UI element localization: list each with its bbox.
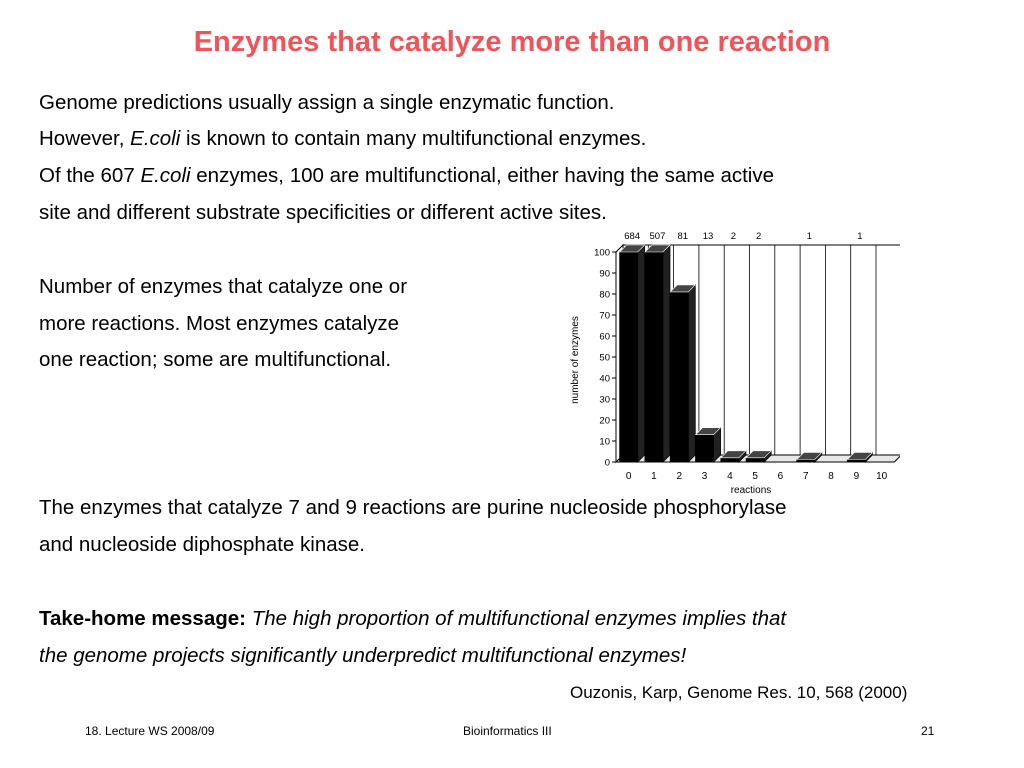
- x-tick-label: 0: [625, 471, 632, 482]
- y-tick-label: 50: [599, 352, 610, 364]
- footer-lecture: 18. Lecture WS 2008/09: [85, 724, 215, 738]
- intro-text: Of the 607: [39, 164, 141, 187]
- intro-text: is known to contain many multifunctional enzymes.: [180, 127, 647, 150]
- y-tick-label: 90: [599, 268, 610, 280]
- y-axis-label: number of enzymes: [570, 316, 581, 404]
- x-tick-label: 3: [701, 471, 708, 482]
- caption-line-2: more reactions. Most enzymes catalyze: [39, 312, 400, 335]
- bar-count-label: 507: [649, 231, 666, 242]
- y-tick-label: 20: [599, 415, 610, 427]
- bar-count-label: 1: [806, 231, 812, 242]
- bar: [696, 435, 714, 462]
- y-tick-label: 80: [599, 289, 610, 301]
- y-tick-label: 10: [599, 436, 610, 448]
- x-tick-label: 4: [727, 471, 733, 482]
- bar-count-label: 13: [702, 231, 714, 242]
- intro-text: enzymes, 100 are multifunctional, either having the same active: [190, 164, 774, 187]
- takehome-line-1: [39, 607, 786, 631]
- x-tick-label: 7: [802, 471, 809, 482]
- bar-count-label: 684: [624, 231, 641, 242]
- x-tick-label: 2: [676, 471, 683, 482]
- takehome-label: Take-home message:: [39, 607, 246, 630]
- bar: [847, 460, 865, 463]
- bar-side: [638, 245, 645, 462]
- intro-text: Genome predictions usually assign a single enzymatic function.: [39, 91, 615, 114]
- bar-count-label: 2: [756, 231, 762, 242]
- x-axis-label: reactions: [730, 485, 772, 496]
- x-tick-label: 8: [828, 471, 834, 482]
- x-tick-label: 10: [876, 471, 888, 482]
- bar: [670, 292, 688, 462]
- y-tick-label: 0: [604, 457, 610, 469]
- y-tick-label: 100: [594, 247, 610, 259]
- x-tick-label: 5: [752, 471, 758, 482]
- bar-side: [688, 285, 695, 462]
- footer-course: Bioinformatics III: [463, 724, 552, 738]
- footer-page-number: 21: [921, 724, 935, 738]
- takehome-text: The high proportion of multifunctional enzymes implies that: [251, 607, 787, 630]
- bar-count-label: 81: [677, 231, 689, 242]
- takehome-text: the genome projects significantly underpredict multifunctional enzymes!: [39, 644, 687, 667]
- citation: Ouzonis, Karp, Genome Res. 10, 568 (2000): [570, 683, 908, 702]
- bar-count-label: 2: [730, 231, 736, 242]
- y-tick-label: 40: [599, 373, 610, 385]
- y-tick-label: 60: [599, 331, 610, 343]
- bar: [645, 252, 663, 462]
- organism-name: E.coli: [130, 127, 181, 150]
- caption-line-1: Number of enzymes that catalyze one or: [39, 275, 408, 298]
- bar: [746, 458, 764, 462]
- enzyme-reaction-bar-chart: [560, 228, 900, 498]
- intro-text: However,: [39, 127, 131, 150]
- bar: [797, 460, 815, 463]
- bar-side: [663, 245, 670, 462]
- note-line-2: and nucleoside diphosphate kinase.: [39, 533, 365, 556]
- note-line-1: The enzymes that catalyze 7 and 9 reactions are purine nucleoside phosphorylase: [39, 496, 787, 519]
- intro-line-3: [39, 164, 774, 188]
- slide-title: Enzymes that catalyze more than one reaction: [193, 26, 831, 58]
- intro-text: site and different substrate specificities or different active sites.: [39, 201, 607, 224]
- intro-line-2: [39, 127, 646, 151]
- bar: [620, 252, 638, 462]
- takehome-line-2: [39, 644, 686, 668]
- bar-count-label: 1: [857, 231, 863, 242]
- bar: [721, 458, 739, 462]
- intro-line-1: [39, 91, 614, 115]
- x-tick-label: 9: [853, 471, 860, 482]
- y-tick-label: 30: [599, 394, 610, 406]
- organism-name: E.coli: [140, 164, 191, 187]
- x-tick-label: 6: [777, 471, 784, 482]
- caption-line-3: one reaction; some are multifunctional.: [39, 348, 392, 371]
- intro-line-4: [39, 201, 607, 225]
- y-tick-label: 70: [599, 310, 610, 322]
- x-tick-label: 1: [651, 471, 657, 482]
